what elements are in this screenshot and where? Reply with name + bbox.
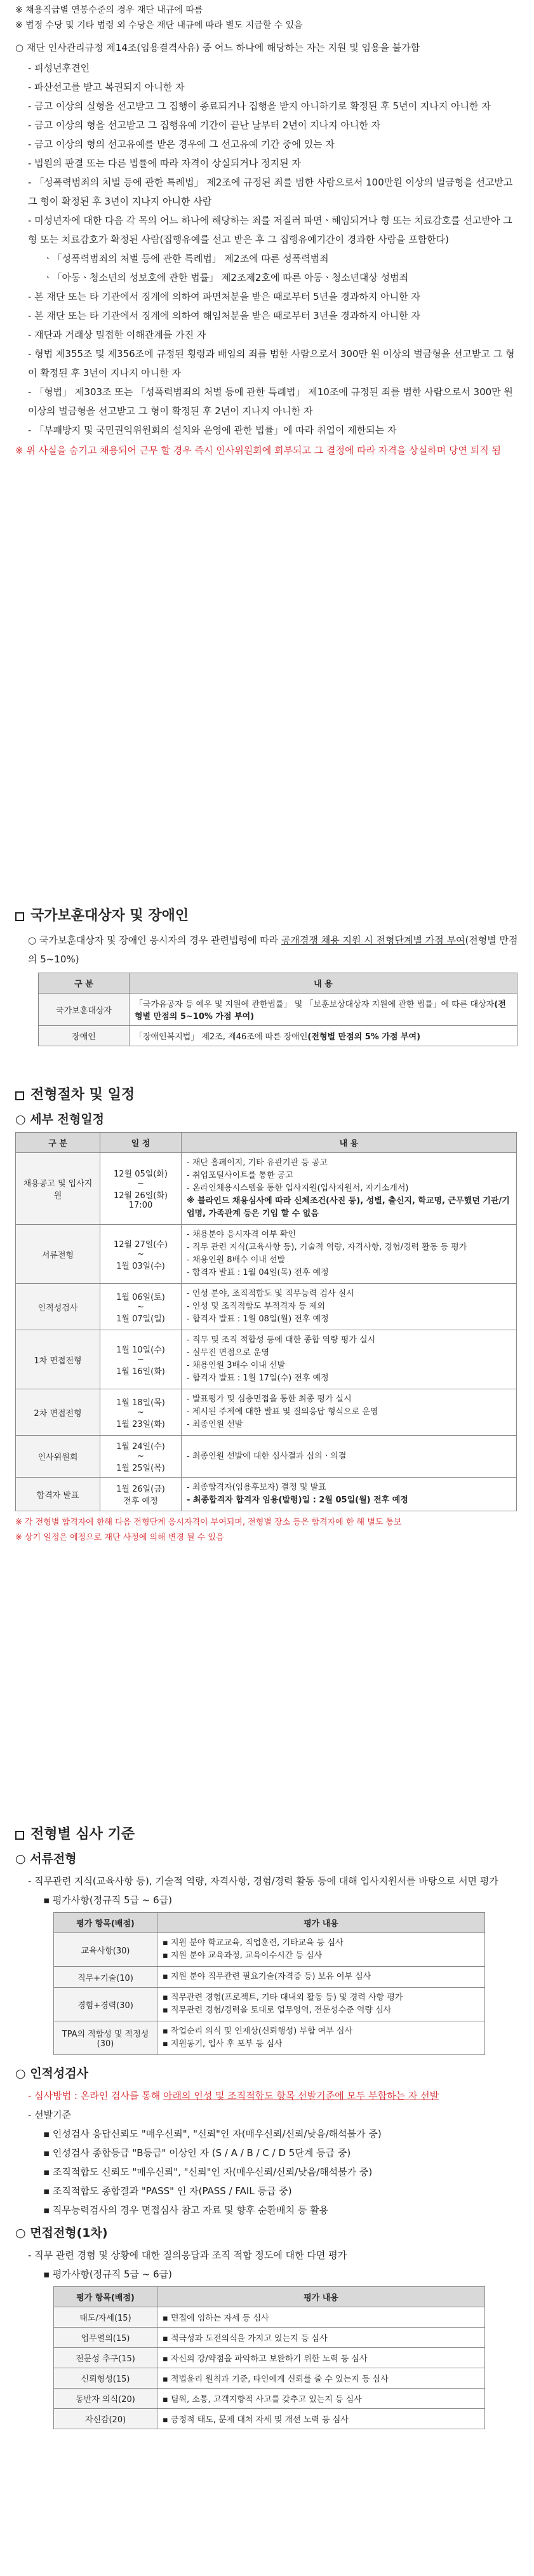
square-bullet-icon [15,1091,24,1100]
table-row: 경험+경력(30) ▪ 직무관련 경험(프로젝트, 기타 대내외 활동 등) 및 경력 사항 평가 ▪ 직무관련 경험/경력을 토대로 업무영역, 전문성수준 역량 심사 [54,1988,485,2021]
aptitude-subtitle: ○ 인적성검사 [15,2067,88,2080]
square-bullet-icon [15,912,24,921]
list-item: - 파산선고를 받고 복권되지 아니한 자 [28,81,185,93]
table-row: 채용공고 및 입사지원 12월 05일(화) ~ 12월 26일(화) 17:00 - 재단 홈페이지, 기타 유관기관 등 공고 - 취업포털사이트를 통한 공고 - 온라인채용시스템을 통한 입사지원(입사지원서, 자기소개서) ※ 블라인드 채용심사에 따라 신체조건(사진 등), 성별, 출신지, 학교명, 근무했던 기관/기업명, 가족관계 등은 기입 할 수 없음 [16,1153,517,1225]
list-item: - 본 재단 또는 타 기관에서 징계에 의하여 파면처분을 받은 때로부터 5년을 경과하지 아니한 자 [28,291,420,302]
table-row: 국가보훈대상자 「국가유공자 등 예우 및 지원에 관한법률」 및 「보훈보상대상자 지원에 관한 법률」에 따른 대상자(전형별 만점의 5~10% 가점 부여) [39,994,517,1026]
criteria-section [0,1823,534,2429]
process-title: 전형절차 및 일정 [15,1084,519,1103]
list-item: - 금고 이상의 형의 선고유예를 받은 경우에 그 선고유예 기간 중에 있는 자 [28,138,335,150]
allowance-note: ※ 법정 수당 및 기타 법령 외 수당은 재단 내규에 따라 별도 지급할 수 있음 [15,20,303,30]
table-row: 서류전형 12월 27일(수) ~ 1월 03일(수) - 채용분야 응시자격 여부 확인 - 직무 관련 지식(교육사항 등), 기술적 역량, 자격사항, 경험/경력 활동 등 평가 - 채용인원 8배수 이내 선발 - 합격자 발표 : 1월 04일(목) 전후 예정 [16,1225,517,1284]
table-row: 1차 면접전형 1월 10일(수) ~ 1월 16일(화) - 직무 및 조직 적합성 등에 대한 종합 역량 평가 실시 - 실무진 면접으로 운영 - 채용인원 3배수 이내 선발 - 합격자 발표 : 1월 17일(수) 전후 예정 [16,1330,517,1389]
table-row: 합격자 발표 1월 26일(금) 전후 예정 - 최종합격자(임용후보자) 결정 및 발표 - 최종합격자 합격자 임용(발령)일 : 2월 05일(월) 전후 예정 [16,1478,517,1511]
salary-note: ※ 채용직급별 연봉수준의 경우 재단 내규에 따름 [15,5,203,15]
list-item: ▪ 인성검사 응답신뢰도 "매우신뢰", "신뢰"인 자(매우신뢰/신뢰/낮음/해석불가 중) [43,2128,382,2140]
list-item: - 재단과 거래상 밀접한 이해관계를 가진 자 [28,329,206,341]
aptitude-list [15,2124,519,2220]
list-item: - 「형법」 제303조 또는 「성폭력범죄의 처벌 등에 관한 특례법」 제10조에 규정된 죄를 범한 사람으로서 300만 원 이상의 벌금형을 선고받고 그 형이 확정된 후 2년이 지나지 아니한 자 [28,386,513,417]
disqualification-section [0,3,534,460]
interview-eval-table: 평가 항목(배점) 평가 내용 태도/자세(15) ▪ 면접에 임하는 자세 등 심사 업무열의(15) ▪ 적극성과 도전의식을 가지고 있는지 등 심사 전문성 추구(15) ▪ 자신의 강/약점을 파악하고 보완하기 위한 노력 등 심사 신뢰형성(15) ▪ 적법윤리 원칙과 기준, 타인에게 신뢰를 줄 수 있는지 등 심사 동반자 의식(20) ▪ 팀웍, 소통, 고객지향적 사고를 갖추고 있는지 등 심사 자신감(20) ▪ 긍정적 태도, 문제 대처 자세 및 개선 노력 등 심사 [53,2286,485,2429]
list-item: ▪ 직무능력검사의 경우 면접심사 참고 자료 및 향후 순환배치 등 활용 [43,2204,329,2216]
list-item: ㆍ「성폭력범죄의 처벌 등에 관한 특례법」 제2조에 따른 성폭력범죄 [43,253,329,264]
disqualification-warning: ※ 위 사실을 숨기고 채용되어 근무 할 경우 즉시 인사위원회에 회부되고 그 결정에 따라 자격을 상실하며 당연 퇴직 됨 [15,445,501,456]
square-bullet-icon [15,1831,24,1840]
interview-eval-bullet: ▪ 평가사항(정규직 5급 ~ 6급) [43,2269,173,2280]
table-row: 자신감(20) ▪ 긍정적 태도, 문제 대처 자세 및 개선 노력 등 심사 [54,2409,485,2429]
list-item: - 「성폭력범죄의 처벌 등에 관한 특례법」 제2조에 규정된 죄를 범한 사람으로서 100만원 이상의 벌금형을 선고받고 그 형이 확정된 후 3년이 지나지 아니한 사람 [28,177,513,207]
schedule-note-2: ※ 상기 일정은 예정으로 재단 사정에 의해 변경 될 수 있음 [15,1533,224,1542]
disqualification-heading: ○ 재단 인사관리규정 제14조(임용결격사유) 중 어느 하나에 해당하는 자는 지원 및 임용을 불가함 [15,42,420,53]
list-item: ▪ 인성검사 종합등급 "B등급" 이상인 자 (S / A / B / C / D 5단계 등급 중) [43,2147,351,2159]
table-row: 교육사항(30) ▪ 지원 분야 학교교육, 직업훈련, 기타교육 등 심사 ▪ 지원 분야 교육과정, 교육이수시간 등 심사 [54,1933,485,1967]
list-item: ▪ 조직적합도 신뢰도 "매우신뢰", "신뢰"인 자(매우신뢰/신뢰/낮음/해석불가 중) [43,2166,373,2178]
schedule-subtitle: ○ 세부 전형일정 [15,1112,104,1126]
table-row: 업무열의(15) ▪ 적극성과 도전의식을 가지고 있는지 등 심사 [54,2328,485,2348]
table-row: 동반자 의식(20) ▪ 팀웍, 소통, 고객지향적 사고를 갖추고 있는지 등 심사 [54,2389,485,2409]
document-screening-subtitle: ○ 서류전형 [15,1852,77,1866]
list-item: - 금고 이상의 형을 선고받고 그 집행유예 기간이 끝난 날부터 2년이 지나지 아니한 자 [28,119,381,131]
table-row: 태도/자세(15) ▪ 면접에 임하는 자세 등 심사 [54,2307,485,2328]
list-item: - 「부패방지 및 국민권익위원회의 설치와 운영에 관한 법률」에 따라 취업이 제한되는 자 [28,424,397,436]
table-row: 2차 면접전형 1월 18일(목) ~ 1월 23일(화) - 발표평가 및 심층면접을 통한 최종 평가 실시 - 제시된 주제에 대한 발표 및 질의응답 형식으로 운영 - 최종인원 선발 [16,1389,517,1436]
interview-subtitle: ○ 면접전형(1차) [15,2226,108,2240]
table-row: 인사위원회 1월 24일(수) ~ 1월 25일(목) - 최종인원 선발에 대한 심사결과 심의ㆍ의결 [16,1436,517,1478]
list-item: - 법원의 판결 또는 다른 법률에 따라 자격이 상실되거나 정지된 자 [28,158,301,169]
list-item: - 형법 제355조 및 제356조에 규정된 횡령과 배임의 죄를 범한 사람으로서 300만 원 이상의 벌금형을 선고받고 그 형이 확정된 후 3년이 지나지 아니한 자 [28,348,515,379]
table-row: 전문성 추구(15) ▪ 자신의 강/약점을 파악하고 보완하기 위한 노력 등 심사 [54,2348,485,2368]
veteran-desc: ○ 국가보훈대상자 및 장애인 응시자의 경우 관련법령에 따라 공개경쟁 채용 지원 시 전형단계별 가점 부여(전형별 만점의 5~10%) [28,934,518,965]
list-item: - 피성년후견인 [28,62,90,74]
document-eval-table: 평가 항목(배점) 평가 내용 교육사항(30) ▪ 지원 분야 학교교육, 직업훈련, 기타교육 등 심사 ▪ 지원 분야 교육과정, 교육이수시간 등 심사 직무+기술(10) ▪ 지원 분야 직무관련 필요기술(자격증 등) 보유 여부 심사 경험+경력(30) ▪ 직무관련 경험(프로젝트, 기타 대내외 활동 등) 및 경력 사항 평가 ▪ 직무관련 경험/경력을 토대로 업무영역, 전문성수준 역량 심사 TPA의 적합성 및 적정성(30) ▪ 작업순리 의식 및 인재상(신뢰행성) 부합 여부 심사 ▪ 지원동기, 입사 후 포부 등 심사 [53,1912,485,2055]
table-row: 인적성검사 1월 06일(토) ~ 1월 07일(일) - 인성 분야, 조직적합도 및 직무능력 검사 실시 - 인성 및 조직적합도 부적격자 등 제외 - 합격자 발표 : 1월 08일(월) 전후 예정 [16,1284,517,1330]
list-item: - 금고 이상의 실형을 선고받고 그 집행이 종료되거나 집행을 받지 아니하기로 확정된 후 5년이 지나지 아니한 자 [28,100,491,112]
table-row: 신뢰형성(15) ▪ 적법윤리 원칙과 기준, 타인에게 신뢰를 줄 수 있는지 등 심사 [54,2368,485,2389]
list-item: ▪ 조직적합도 종합결과 "PASS" 인 자(PASS / FAIL 등급 중) [43,2185,292,2197]
veteran-section [0,905,534,1046]
list-item: - 미성년자에 대한 다음 각 목의 어느 하나에 해당하는 죄를 저질러 파면ㆍ해임되거나 형 또는 치료감호를 선고받아 그 형 또는 치료감호가 확정된 사람(집행유예를 선고 받은 후 그 집행유예기간이 경과한 사람을 포함한다) [28,215,512,245]
interview-desc: - 직무 관련 경험 및 상황에 대한 질의응답과 조직 적합 정도에 대한 다면 평가 [28,2249,347,2261]
schedule-table: 구 분 일 정 내 용 채용공고 및 입사지원 12월 05일(화) ~ 12월 26일(화) 17:00 - 재단 홈페이지, 기타 유관기관 등 공고 - 취업포털사이트를 통한 공고 - 온라인채용시스템을 통한 입사지원(입사지원서, 자기소개서) ※ 블라인드 채용심사에 따라 신체조건(사진 등), 성별, 출신지, 학교명, 근무했던 기관/기업명, 가족관계 등은 기입 할 수 없음 서류전형 12월 27일(수) ~ 1월 03일(수) - 채용분야 응시자격 여부 확인 - 직무 관련 지식(교육사항 등), 기술적 역량, 자격사항, 경험/경력 활동 등 평가 - 채용인원 8배수 이내 선발 - 합격자 발표 : 1월 04일(목) 전후 예정 인적성검사 1월 06일(토) ~ 1월 07일(일) - 인성 분야, 조직적합도 및 직무능력 검사 실시 - 인성 및 조직적합도 부적격자 등 제외 - 합격자 발표 : 1월 08일(월) 전후 예정 1차 면접전형 1월 10일(수) ~ 1월 16일(화) - 직무 및 조직 적합성 등에 대한 종합 역량 평가 실시 - 실무진 면접으로 운영 - 채용인원 3배수 이내 선발 - 합격자 발표 : 1월 17일(수) 전후 예정 2차 면접전형 1월 18일(목) ~ 1월 23일(화) - 발표평가 및 심층면접을 통한 최종 평가 실시 - 제시된 주제에 대한 발표 및 질의응답 형식으로 운영 - 최종인원 선발 인사위원회 1월 24일(수) ~ 1월 25일(목) - 최종인원 선발에 대한 심사결과 심의ㆍ의결 합격자 발표 1월 26일(금) 전후 예정 - 최종합격자(임용후보자) 결정 및 발표 - 최종합격자 합격자 임용(발령)일 : 2월 05일(월) 전후 예정 [15,1132,517,1511]
veteran-table [38,973,517,1046]
document-eval-bullet: ▪ 평가사항(정규직 5급 ~ 6급) [43,1894,173,1906]
list-item: ㆍ「아동ㆍ청소년의 성보호에 관한 법률」 제2조제2호에 따른 아동ㆍ청소년대상 성범죄 [43,272,409,283]
veteran-col-content: 내 용 [130,973,517,994]
criteria-title: 전형별 심사 기준 [15,1823,519,1843]
list-item: - 본 재단 또는 타 기관에서 징계에 의하여 해임처분을 받은 때로부터 3년을 경과하지 아니한 자 [28,310,420,321]
table-row: 직무+기술(10) ▪ 지원 분야 직무관련 필요기술(자격증 등) 보유 여부 심사 [54,1967,485,1988]
table-row: TPA의 적합성 및 적정성(30) ▪ 작업순리 의식 및 인재상(신뢰행성) 부합 여부 심사 ▪ 지원동기, 입사 후 포부 등 심사 [54,2021,485,2055]
process-section [0,1084,534,1546]
schedule-note-1: ※ 각 전형별 합격자에 한해 다음 전형단계 응시자격이 부여되며, 전형별 장소 등은 합격자에 한 해 별도 통보 [15,1518,402,1527]
veteran-title: 국가보훈대상자 및 장애인 [15,905,519,924]
table-row: 장애인 「장애인복지법」 제2조, 제46조에 따른 장애인(전형별 만점의 5% 가점 부여) [39,1026,517,1046]
veteran-col-type: 구 분 [39,973,130,994]
disqualification-list [15,58,519,440]
aptitude-desc: - 심사방법 : 온라인 검사를 통해 아래의 인성 및 조직적합도 항목 선발기준에 모두 부합하는 자 선발 [28,2090,439,2101]
document-screening-desc: - 직무관련 지식(교육사항 등), 기술적 역량, 자격사항, 경험/경력 활동 등에 대해 입사지원서를 바탕으로 서면 평가 [28,1875,498,1887]
aptitude-standard: - 선발기준 [28,2109,72,2121]
